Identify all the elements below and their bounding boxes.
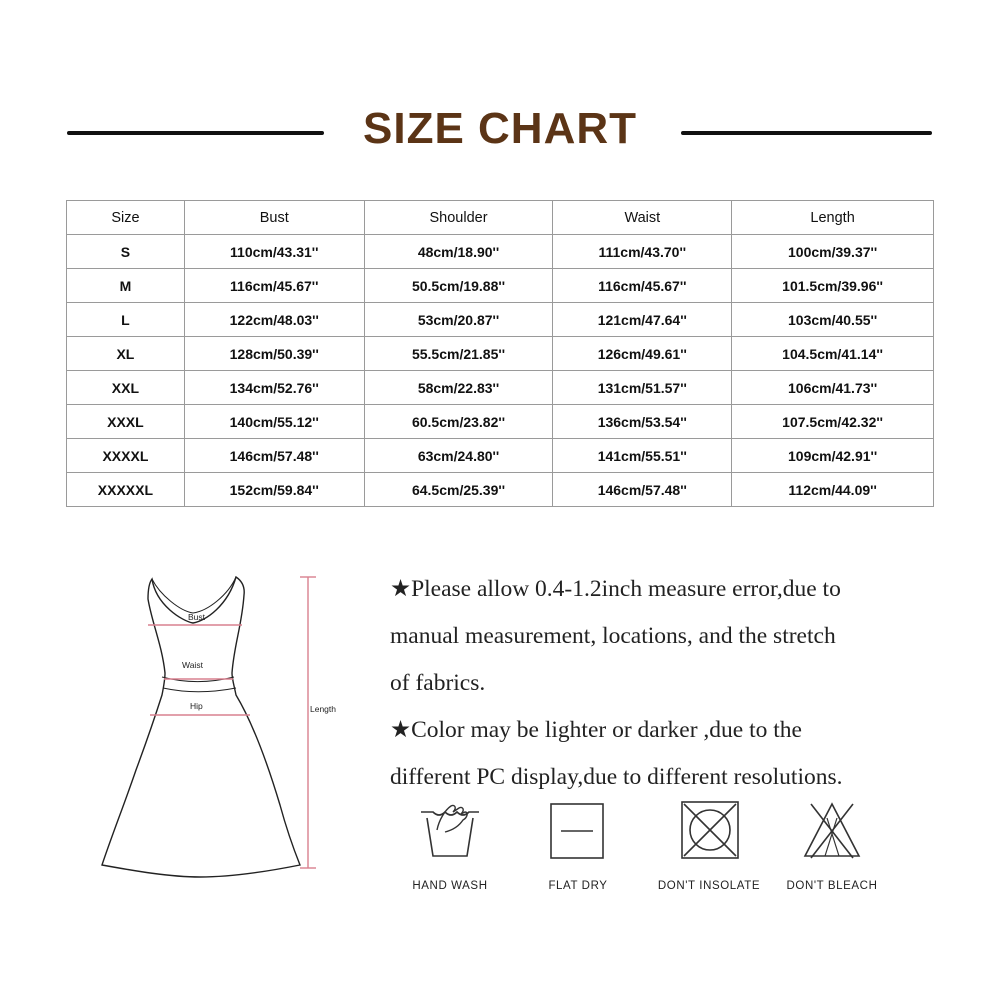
bust-cell: 134cm/52.76'' [184, 371, 364, 405]
care-label: FLAT DRY [548, 880, 608, 892]
waist-cell: 116cm/45.67'' [553, 269, 732, 303]
table-row [67, 337, 934, 371]
shoulder-cell: 60.5cm/23.82'' [364, 405, 553, 439]
dress-measurement-diagram [90, 565, 350, 880]
column-header-size: Size [67, 201, 185, 235]
bust-cell: 128cm/50.39'' [184, 337, 364, 371]
length-cell: 101.5cm/39.96'' [732, 269, 934, 303]
bust-cell: 152cm/59.84'' [184, 473, 364, 507]
size-cell: XXXXL [67, 439, 185, 473]
hip-label: Hip [190, 701, 203, 711]
note-line: manual measurement, locations, and the stretch [390, 623, 836, 649]
table-row [67, 269, 934, 303]
column-header-length: Length [732, 201, 934, 235]
care-item-dont-bleach [782, 800, 882, 892]
shoulder-cell: 55.5cm/21.85'' [364, 337, 553, 371]
size-table [66, 200, 934, 507]
bust-cell: 122cm/48.03'' [184, 303, 364, 337]
waist-cell: 136cm/53.54'' [553, 405, 732, 439]
flat-dry-icon [543, 800, 613, 862]
bust-cell: 110cm/43.31'' [184, 235, 364, 269]
length-cell: 106cm/41.73'' [732, 371, 934, 405]
care-item-dont-insolate [654, 800, 764, 892]
title-rule-right [681, 131, 932, 135]
shoulder-cell: 48cm/18.90'' [364, 235, 553, 269]
size-cell: L [67, 303, 185, 337]
size-cell: S [67, 235, 185, 269]
length-cell: 103cm/40.55'' [732, 303, 934, 337]
waist-cell: 126cm/49.61'' [553, 337, 732, 371]
table-header-row [67, 201, 934, 235]
measurement-notes [390, 566, 950, 801]
hand-wash-icon [415, 800, 485, 862]
column-header-shoulder: Shoulder [364, 201, 553, 235]
note-line: of fabrics. [390, 670, 486, 696]
table-row [67, 439, 934, 473]
shoulder-cell: 53cm/20.87'' [364, 303, 553, 337]
size-cell: XXL [67, 371, 185, 405]
care-item-flat-dry [528, 800, 628, 892]
waist-cell: 131cm/51.57'' [553, 371, 732, 405]
care-item-hand-wash [398, 800, 502, 892]
length-cell: 107.5cm/42.32'' [732, 405, 934, 439]
table-row [67, 473, 934, 507]
length-label: Length [310, 704, 336, 714]
note-line: different PC display,due to different resolutions. [390, 764, 843, 790]
table-row [67, 303, 934, 337]
length-cell: 112cm/44.09'' [732, 473, 934, 507]
care-label: DON'T INSOLATE [657, 880, 761, 892]
bust-cell: 140cm/55.12'' [184, 405, 364, 439]
size-cell: XXXXXL [67, 473, 185, 507]
shoulder-cell: 58cm/22.83'' [364, 371, 553, 405]
do-not-bleach-icon [797, 800, 867, 862]
shoulder-cell: 50.5cm/19.88'' [364, 269, 553, 303]
table-row [67, 235, 934, 269]
bust-cell: 116cm/45.67'' [184, 269, 364, 303]
size-cell: M [67, 269, 185, 303]
column-header-bust: Bust [184, 201, 364, 235]
shoulder-cell: 64.5cm/25.39'' [364, 473, 553, 507]
do-not-tumble-dry-icon [674, 800, 744, 862]
length-cell: 100cm/39.37'' [732, 235, 934, 269]
table-row [67, 405, 934, 439]
note-line: ★Color may be lighter or darker ,due to the [390, 717, 802, 743]
waist-cell: 121cm/47.64'' [553, 303, 732, 337]
column-header-waist: Waist [553, 201, 732, 235]
page-title: SIZE CHART [363, 104, 637, 153]
table-row [67, 371, 934, 405]
length-cell: 109cm/42.91'' [732, 439, 934, 473]
care-label: HAND WASH [412, 880, 488, 892]
bust-cell: 146cm/57.48'' [184, 439, 364, 473]
bust-label: Bust [188, 612, 206, 622]
size-cell: XXXL [67, 405, 185, 439]
waist-cell: 141cm/55.51'' [553, 439, 732, 473]
waist-cell: 111cm/43.70'' [553, 235, 732, 269]
length-cell: 104.5cm/41.14'' [732, 337, 934, 371]
size-cell: XL [67, 337, 185, 371]
waist-cell: 146cm/57.48'' [553, 473, 732, 507]
dress-outline [102, 577, 300, 877]
care-label: DON'T BLEACH [786, 880, 878, 892]
waist-label: Waist [182, 660, 203, 670]
note-line: ★Please allow 0.4-1.2inch measure error,due to [390, 576, 841, 602]
shoulder-cell: 63cm/24.80'' [364, 439, 553, 473]
